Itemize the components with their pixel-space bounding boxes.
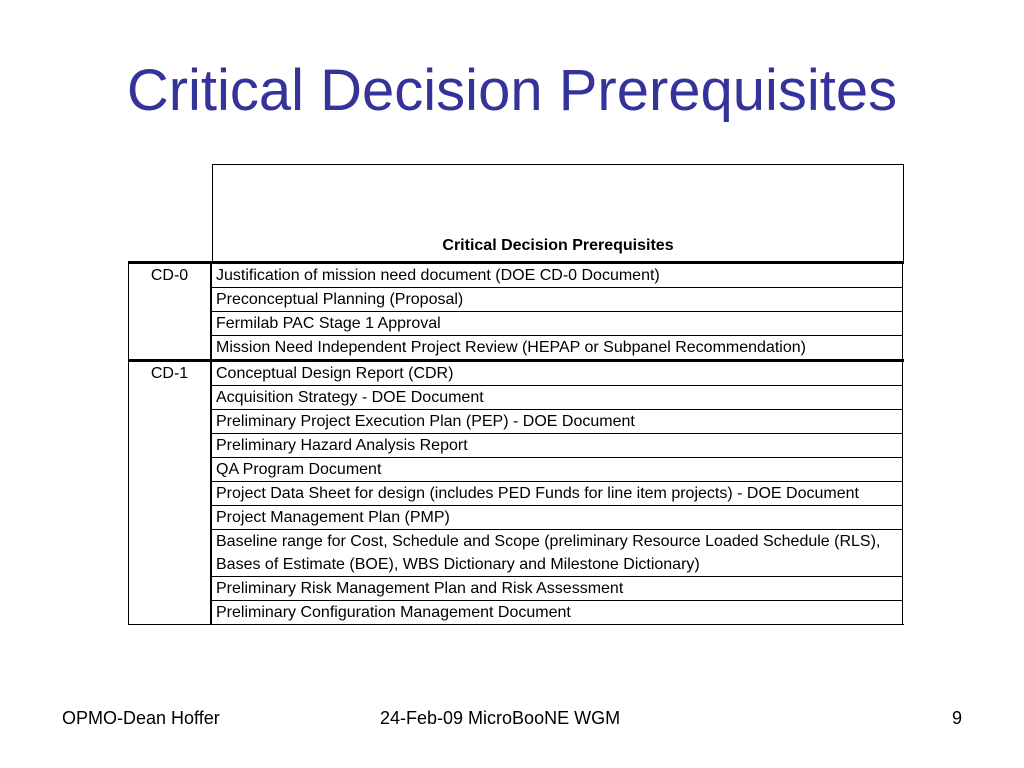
table-row: Acquisition Strategy - DOE Document [212,385,902,409]
table-row: Preliminary Risk Management Plan and Risk Assessment [212,576,902,600]
table-row: Baseline range for Cost, Schedule and Scope (preliminary Resource Loaded Schedule (RLS), Bases of Estimate (BOE), WBS Dictionary and Milestone Dictionary) [212,529,902,576]
footer-date-event: 24-Feb-09 MicroBooNE WGM [380,708,621,728]
group-label: CD-1 [129,362,212,624]
prerequisites-table [128,164,904,625]
table-row: Mission Need Independent Project Review (HEPAP or Subpanel Recommendation) [212,335,902,359]
table-row: Project Data Sheet for design (includes PED Funds for line item projects) - DOE Document [212,481,902,505]
group-items [212,264,903,359]
table-row: Fermilab PAC Stage 1 Approval [212,311,902,335]
group-label: CD-0 [129,264,212,359]
table-row: Preliminary Hazard Analysis Report [212,433,902,457]
group-cd-0 [128,261,904,359]
page-number: 9 [951,708,962,728]
table-row: Preconceptual Planning (Proposal) [212,287,902,311]
table-row: Preliminary Configuration Management Document [212,600,902,624]
table-row: QA Program Document [212,457,902,481]
group-items [212,362,903,624]
group-cd-1 [128,359,904,625]
table-row: Conceptual Design Report (CDR) [216,365,454,382]
table-row: Justification of mission need document (DOE CD-0 Document) [216,267,660,284]
slide-title: Critical Decision Prerequisites [126,58,898,123]
table-row: Project Management Plan (PMP) [212,505,902,529]
table-row: Preliminary Project Execution Plan (PEP) - DOE Document [212,409,902,433]
table-header-cell [212,164,904,261]
table-header: Critical Decision Prerequisites [442,237,674,254]
footer-author: OPMO-Dean Hoffer [62,708,220,728]
